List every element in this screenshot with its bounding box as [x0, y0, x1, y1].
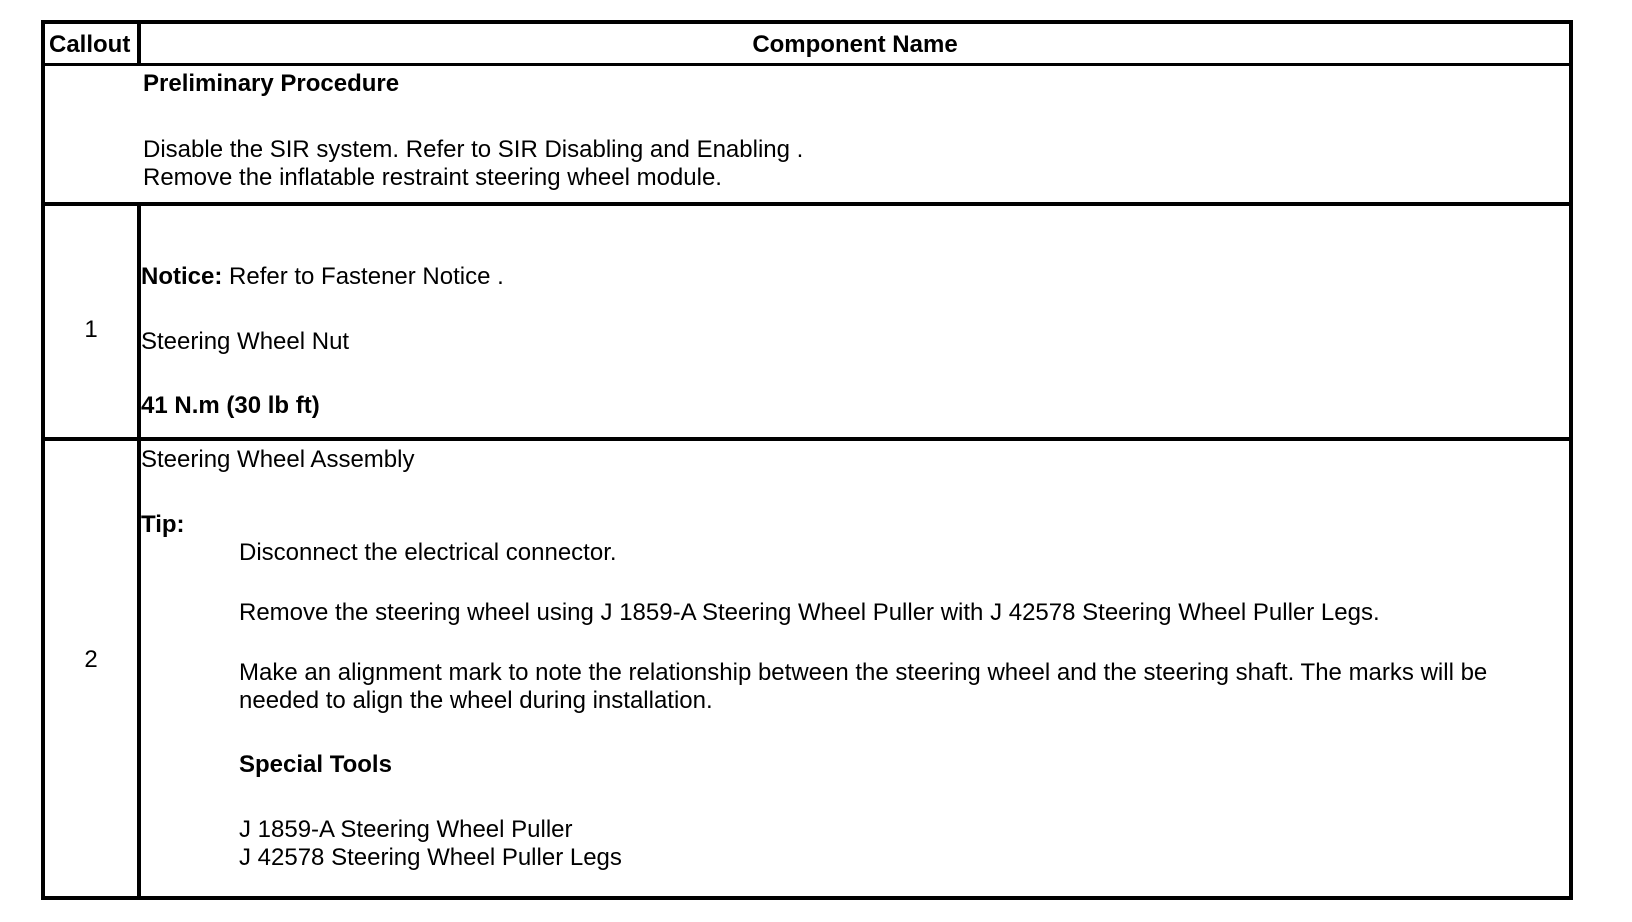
component-name-header: Component Name — [752, 31, 958, 58]
special-tool-item: J 42578 Steering Wheel Puller Legs — [239, 844, 622, 871]
tip-item: Remove the steering wheel using J 1859-A Steering Wheel Puller with J 42578 Steering Wheel Puller Legs. — [239, 599, 1380, 626]
callout-cell — [45, 441, 141, 900]
special-tools-title: Special Tools — [239, 751, 392, 778]
notice-text: Refer to Fastener Notice . — [222, 263, 504, 290]
callout-number: 1 — [84, 316, 98, 343]
tip-item: needed to align the wheel during installation. — [239, 687, 713, 714]
component-name-header-cell — [141, 24, 1569, 63]
tip-item: Make an alignment mark to note the relationship between the steering wheel and the steering shaft. The marks will be — [239, 659, 1488, 686]
tip-label: Tip: — [141, 511, 185, 538]
component-name: Steering Wheel Nut — [141, 328, 350, 355]
notice-label: Notice: — [141, 263, 223, 290]
special-tool-item: J 1859-A Steering Wheel Puller — [239, 816, 573, 843]
component-table — [41, 20, 1573, 900]
component-cell — [141, 206, 1569, 437]
torque-spec: 41 N.m (30 lb ft) — [141, 392, 320, 419]
preliminary-step: Disable the SIR system. Refer to SIR Disabling and Enabling . — [143, 136, 804, 163]
table-row — [45, 206, 1569, 441]
component-cell — [141, 441, 1569, 900]
component-name: Steering Wheel Assembly — [141, 446, 415, 473]
preliminary-step: Remove the inflatable restraint steering wheel module. — [143, 164, 722, 191]
tip-item: Disconnect the electrical connector. — [239, 539, 617, 566]
table-header-row — [45, 24, 1569, 66]
table-row — [45, 441, 1569, 900]
notice-line — [141, 262, 504, 292]
preliminary-procedure-cell — [141, 66, 1569, 202]
callout-header-cell — [45, 24, 141, 63]
callout-number: 2 — [84, 646, 98, 673]
callout-header: Callout — [49, 31, 131, 58]
preliminary-procedure-row — [45, 66, 1569, 206]
preliminary-procedure-title: Preliminary Procedure — [143, 70, 400, 97]
callout-cell — [45, 206, 141, 437]
